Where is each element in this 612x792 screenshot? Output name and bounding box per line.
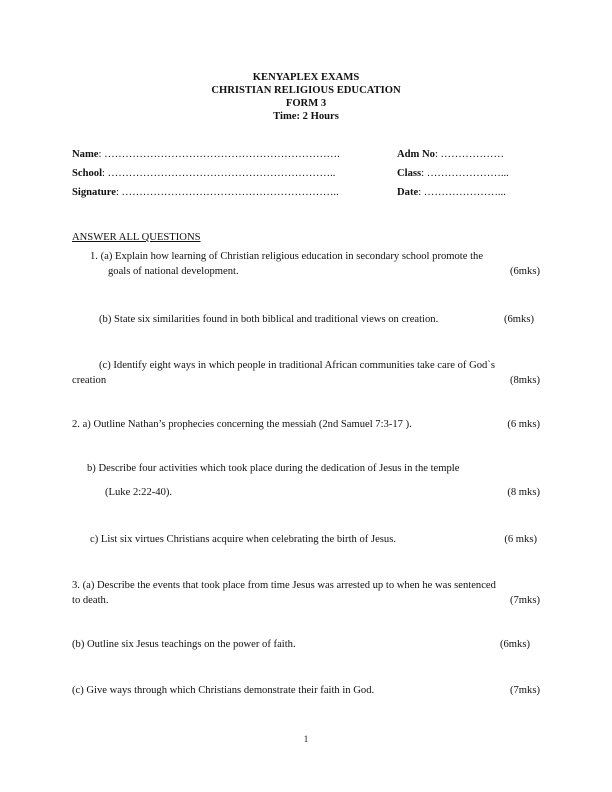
q2a-text: 2. a) Outline Nathan’s prophecies concerning the messiah (2nd Samuel 7:3-17 ). <box>72 419 412 430</box>
adm-no-field: Adm No: ……………… <box>397 149 505 160</box>
q1a-text-2: goals of national development. <box>108 266 239 277</box>
class-field: Class: …………………... <box>397 168 509 179</box>
instruction: ANSWER ALL QUESTIONS <box>72 232 201 243</box>
q1a-text: 1. (a) Explain how learning of Christian religious education in secondary school promote the <box>90 251 484 262</box>
subject-title: CHRISTIAN RELIGIOUS EDUCATION <box>211 85 401 96</box>
signature-field: Signature: …………………………………………………….. <box>72 187 339 198</box>
q3a-text: 3. (a) Describe the events that took place from time Jesus was arrested up to when he was sentenced <box>72 580 496 591</box>
q3a-marks: (7mks) <box>509 595 540 606</box>
q2a-marks: (6 mks) <box>507 419 540 430</box>
q1c-text-2: creation <box>72 375 107 386</box>
q3a-text-2: to death. <box>72 595 109 606</box>
q3c-text: (c) Give ways through which Christians demonstrate their faith in God. <box>72 685 375 696</box>
q1a-marks: (6mks) <box>509 266 540 277</box>
q1b-marks: (6mks) <box>503 314 534 325</box>
q2c-text: c) List six virtues Christians acquire when celebrating the birth of Jesus. <box>90 534 396 545</box>
form-title: FORM 3 <box>285 98 327 109</box>
q2b-text-2: (Luke 2:22-40). <box>105 487 173 498</box>
q1b-text: (b) State six similarities found in both biblical and traditional views on creation. <box>99 314 439 325</box>
time-title: Time: 2 Hours <box>273 111 339 122</box>
q3c-marks: (7mks) <box>509 685 540 696</box>
date-field: Date: …………………... <box>397 187 506 198</box>
q1c-marks: (8mks) <box>509 375 540 386</box>
q1c-text: (c) Identify eight ways in which people in traditional African communities take care of God`s <box>99 360 495 371</box>
name-field: Name: …………………………………………………………. <box>72 149 340 160</box>
q2c-marks: (6 mks) <box>504 534 537 545</box>
org-title: KENYAPLEX EXAMS <box>252 72 360 83</box>
q2b-marks: (8 mks) <box>507 487 540 498</box>
school-field: School: ……………………………………………………….. <box>72 168 336 179</box>
q2b-text: b) Describe four activities which took place during the dedication of Jesus in the temple <box>87 463 460 474</box>
q3b-marks: (6mks) <box>499 639 530 650</box>
page-number: 1 <box>303 734 309 744</box>
q3b-text: (b) Outline six Jesus teachings on the power of faith. <box>72 639 296 650</box>
